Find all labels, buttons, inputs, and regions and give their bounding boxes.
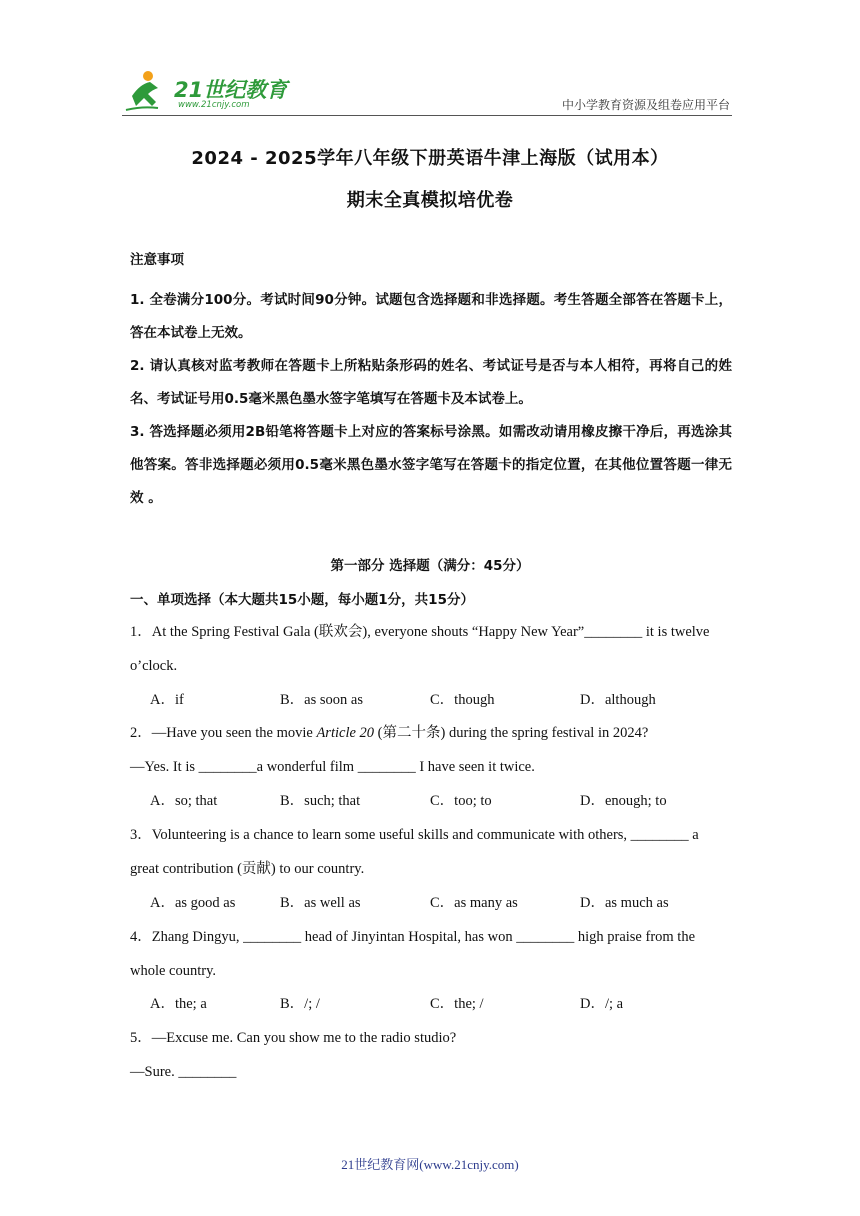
- question-5-line-2: —Sure. ________: [130, 1064, 237, 1080]
- option-b: B．such; that: [280, 793, 361, 809]
- notes-block: [130, 250, 732, 515]
- footer-link[interactable]: 21世纪教育网(www.21cnjy.com): [341, 1157, 519, 1172]
- option-a: A．if: [150, 692, 184, 708]
- option-b: B．as soon as: [280, 692, 363, 708]
- note-item: 2. 请认真核对监考教师在答题卡上所粘贴条形码的姓名、考试证号是否与本人相符，再将自己的姓名、考试证号用0.5毫米黑色墨水签字笔填写在答题卡及本试卷上。: [130, 358, 732, 407]
- platform-label: 中小学教育资源及组卷应用平台: [561, 98, 730, 112]
- question-3-line-1: 3．Volunteering is a chance to learn some useful skills and communicate with others, ________ a: [130, 827, 699, 843]
- notes-heading: 注意事项: [130, 252, 184, 268]
- option-b: B．as well as: [280, 895, 361, 911]
- logo-url: www.21cnjy.com: [178, 100, 250, 110]
- question-5-line-1: 5．—Excuse me. Can you show me to the radio studio?: [130, 1030, 457, 1046]
- option-c: C．too; to: [430, 793, 492, 809]
- logo-text: 21世纪教育: [174, 78, 288, 102]
- note-item: 1. 全卷满分100分。考试时间90分钟。试题包含选择题和非选择题。考生答题全部答在答题卡上，答在本试卷上无效。: [130, 292, 732, 341]
- exam-subtitle: 期末全真模拟培优卷: [346, 190, 514, 211]
- option-b: B．/; /: [280, 996, 320, 1012]
- question-3-line-2: great contribution (贡献) to our country.: [130, 861, 365, 877]
- header-divider: [122, 115, 732, 116]
- option-d: D．enough; to: [580, 793, 667, 809]
- movie-title: Article 20: [316, 725, 375, 741]
- question-2-text-b: (第二十条) during the spring festival in 2024?: [374, 725, 649, 741]
- exam-title: 2024 - 2025学年八年级下册英语牛津上海版（试用本）: [191, 148, 669, 169]
- option-d: D．/; a: [580, 996, 624, 1012]
- option-d: D．although: [580, 692, 656, 708]
- question-2-text-a: 2．—Have you seen the movie: [130, 725, 317, 741]
- note-item: 3. 答选择题必须用2B铅笔将答题卡上对应的答案标号涂黑。如需改动请用橡皮擦干净后，再选涂其他答案。答非选择题必须用0.5毫米黑色墨水签字笔写在答题卡的指定位置，在其他位置答题一律无效 。: [130, 424, 732, 506]
- question-2-line-2: —Yes. It is ________a wonderful film ________ I have seen it twice.: [130, 759, 535, 775]
- question-1-line-1: 1．At the Spring Festival Gala (联欢会), everyone shouts “Happy New Year”________ it is twelve: [130, 624, 710, 640]
- section-title: 第一部分 选择题（满分：45分）: [330, 558, 530, 574]
- option-d: D．as much as: [580, 895, 669, 911]
- option-a: A．the; a: [150, 996, 207, 1012]
- option-a: A．as good as: [150, 895, 236, 911]
- site-logo: [122, 66, 292, 116]
- question-2-line-1: [130, 723, 732, 743]
- question-4-line-1: 4．Zhang Dingyu, ________ head of Jinyintan Hospital, has won ________ high praise from the: [130, 929, 696, 945]
- option-c: C．the; /: [430, 996, 484, 1012]
- section-subtitle: 一、单项选择（本大题共15小题，每小题1分，共15分）: [130, 592, 474, 608]
- question-1-line-2: o’clock.: [130, 658, 178, 674]
- option-c: C．as many as: [430, 895, 518, 911]
- option-c: C．though: [430, 692, 495, 708]
- option-a: A．so; that: [150, 793, 218, 809]
- question-4-line-2: whole country.: [130, 963, 217, 979]
